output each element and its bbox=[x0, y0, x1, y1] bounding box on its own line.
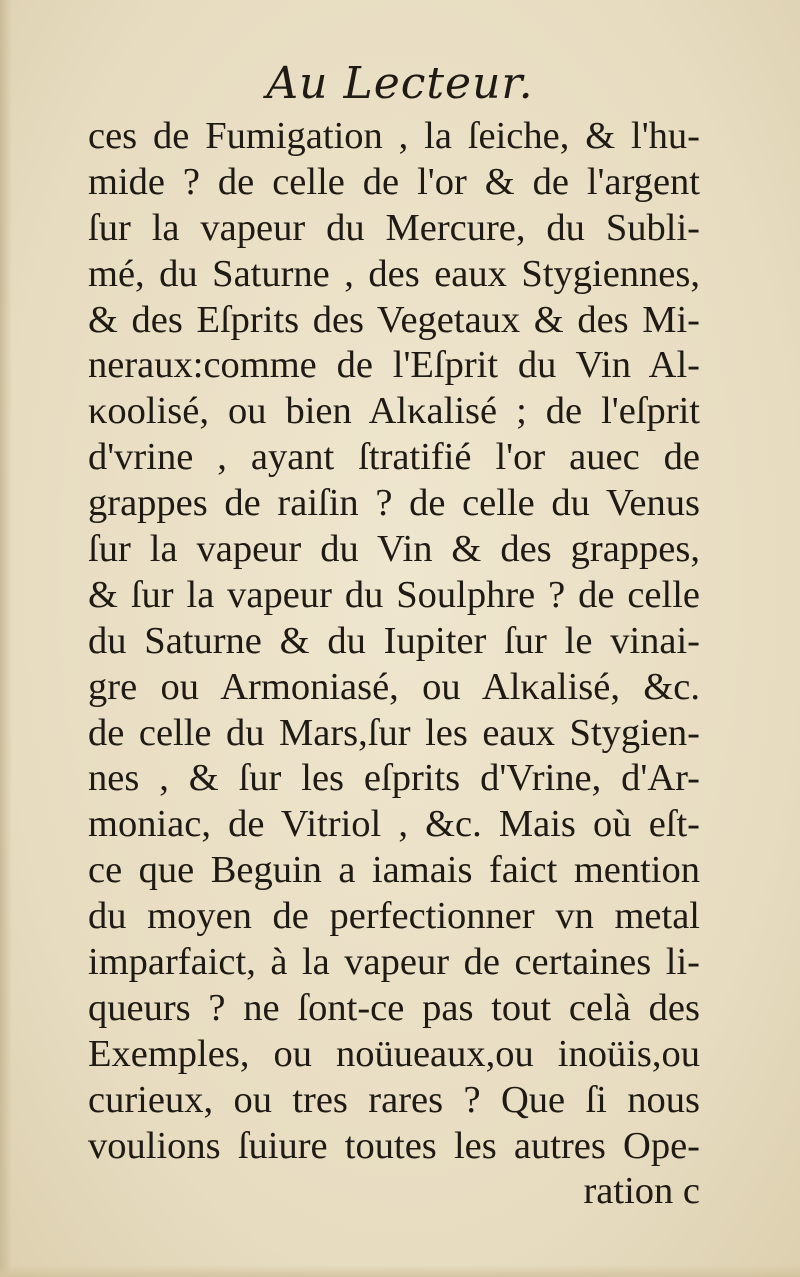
text-line: mide ? de celle de l'or & de l'argent bbox=[88, 160, 700, 203]
text-line: Exemples, ou noüueaux,ou inoüis,ou bbox=[88, 1032, 700, 1075]
text-line: voulions ſuiure toutes les autres Ope- bbox=[88, 1124, 700, 1167]
text-line: ces de Fumigation , la ſeiche, & l'hu- bbox=[88, 115, 700, 157]
text-line: mé, du Saturne , des eaux Stygiennes, bbox=[88, 252, 700, 295]
catchword: ration c bbox=[583, 1170, 700, 1213]
page-gutter-shadow bbox=[0, 0, 12, 1277]
text-line: ſur la vapeur du Mercure, du Subli- bbox=[88, 206, 700, 249]
body-text bbox=[88, 114, 700, 1215]
page-bottom-shadow bbox=[0, 1265, 800, 1277]
text-line: curieux, ou tres rares ? Que ſi nous bbox=[88, 1078, 700, 1121]
text-line: du Saturne & du Iupiter ſur le vinai- bbox=[88, 619, 700, 662]
text-line: moniac, de Vitriol , &c. Mais où eſt- bbox=[88, 803, 700, 846]
text-line: ſur la vapeur du Vin & des grappes, bbox=[88, 528, 700, 571]
text-line: neraux:comme de l'Eſprit du Vin Al- bbox=[88, 344, 700, 387]
text-line: nes , & ſur les eſprits d'Vrine, d'Ar- bbox=[88, 757, 700, 800]
text-line: ce que Beguin a iamais faict mention bbox=[88, 849, 700, 892]
text-line: grappes de raiſin ? de celle du Venus bbox=[88, 482, 700, 525]
text-line: queurs ? ne ſont-ce pas tout celà des bbox=[88, 986, 700, 1029]
text-line: de celle du Mars,ſur les eaux Stygien- bbox=[88, 711, 700, 754]
text-line: du moyen de perfectionner vn metal bbox=[88, 895, 700, 938]
running-title: Au Lecteur. bbox=[266, 58, 534, 109]
text-line: κoolisé, ou bien Alκalisé ; de l'eſprit bbox=[88, 390, 700, 433]
text-line: imparfaict, à la vapeur de certaines li- bbox=[88, 941, 700, 984]
text-line: & des Eſprits des Vegetaux & des Mi- bbox=[88, 298, 700, 341]
text-line: d'vrine , ayant ſtratifié l'or auec de bbox=[88, 436, 700, 479]
text-line: gre ou Armoniasé, ou Alκalisé, &c. bbox=[88, 665, 700, 708]
text-line: & ſur la vapeur du Soulphre ? de celle bbox=[88, 573, 700, 616]
